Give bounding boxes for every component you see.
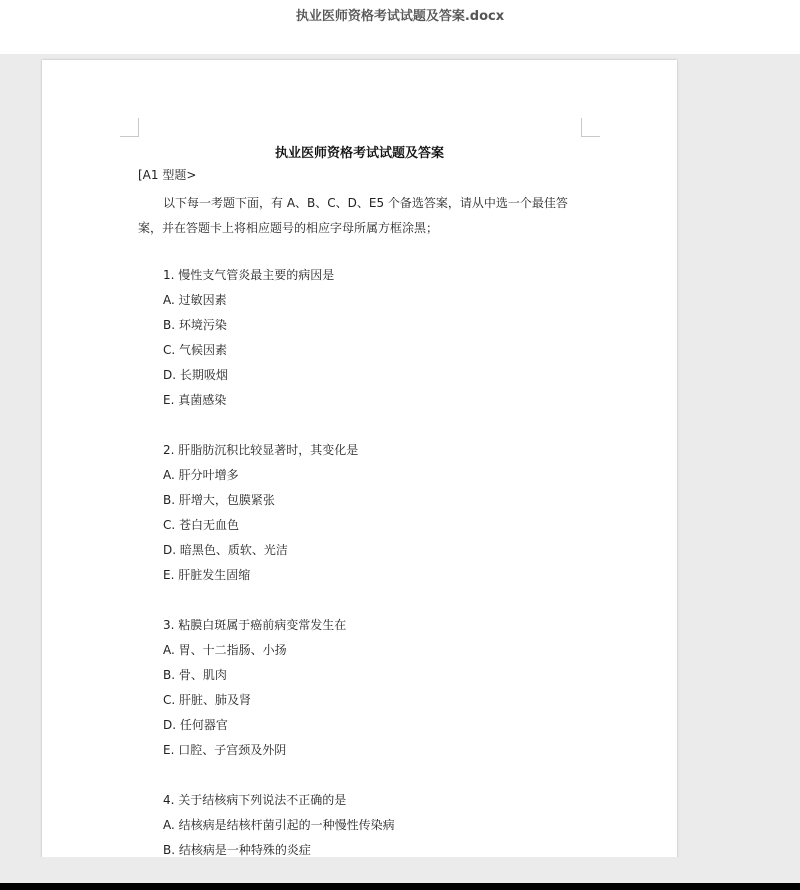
answer-option: B. 骨、肌肉	[163, 668, 227, 682]
answer-option: E. 真菌感染	[163, 393, 227, 407]
instructions-paragraph: 以下每一考题下面，有 A、B、C、D、E5 个备选答案，请从中选一个最佳答案，并在答题卡上将相应题号的相应字母所属方框涂黑；	[138, 196, 568, 235]
answer-option: B. 结核病是一种特殊的炎症	[163, 843, 311, 857]
answer-option: B. 环境污染	[163, 318, 227, 332]
answer-option: D. 暗黑色、质软、光洁	[163, 543, 288, 557]
answer-option: A. 结核病是结核杆菌引起的一种慢性传染病	[163, 818, 395, 832]
question-stem: 3. 粘膜白斑属于癌前病变常发生在	[163, 618, 347, 632]
margin-corner-top-right	[581, 118, 600, 137]
margin-corner-top-left	[120, 118, 139, 137]
file-title: 执业医师资格考试试题及答案.docx	[295, 9, 505, 24]
answer-option: A. 肝分叶增多	[163, 468, 239, 482]
document-page	[42, 60, 677, 857]
answer-option: D. 长期吸烟	[163, 368, 228, 382]
answer-option: C. 苍白无血色	[163, 518, 240, 532]
answer-option: A. 过敏因素	[163, 293, 227, 307]
answer-option: C. 肝脏、肺及肾	[163, 693, 252, 707]
answer-option: D. 任何器官	[163, 718, 228, 732]
question-stem: 1. 慢性支气管炎最主要的病因是	[163, 268, 335, 282]
answer-option: A. 胃、十二指肠、小扬	[163, 643, 287, 657]
document-title: 执业医师资格考试试题及答案	[274, 146, 444, 161]
section-label: [A1 型题>	[138, 168, 197, 182]
title-bar	[0, 0, 800, 54]
question-stem: 4. 关于结核病下列说法不正确的是	[163, 793, 347, 807]
answer-option: E. 肝脏发生固缩	[163, 568, 251, 582]
document-viewer[interactable]	[0, 54, 800, 857]
question-stem: 2. 肝脂肪沉积比较显著时，其变化是	[163, 443, 359, 457]
answer-option: B. 肝增大，包膜紧张	[163, 493, 275, 507]
answer-option: E. 口腔、子宫颈及外阴	[163, 743, 287, 757]
answer-option: C. 气候因素	[163, 343, 228, 357]
bottom-strip	[0, 883, 800, 890]
